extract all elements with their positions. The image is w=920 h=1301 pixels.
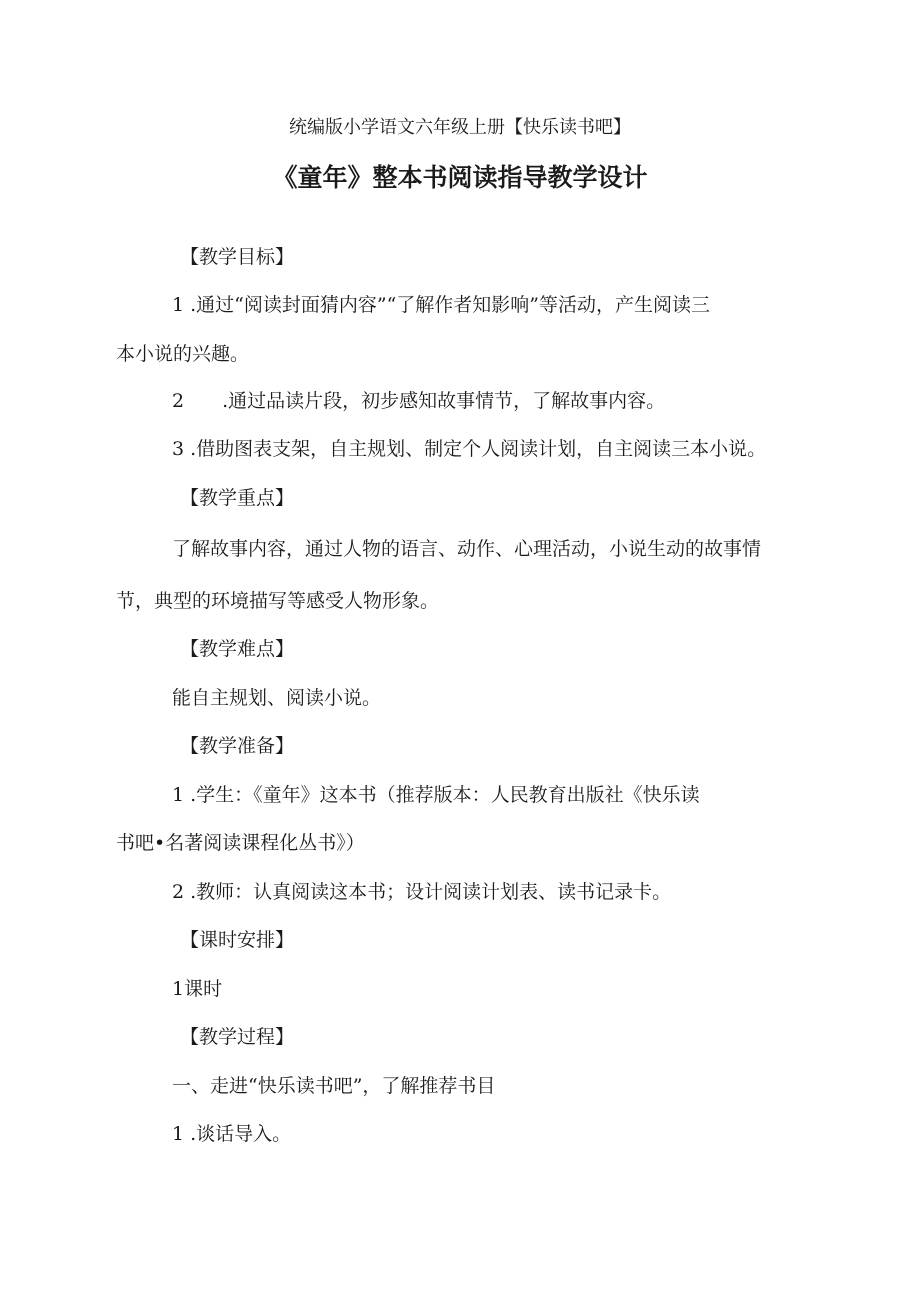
- objective-3: 3 .借助图表支架，自主规划、制定个人阅读计划，自主阅读三本小说。: [172, 438, 767, 460]
- process-heading: 【教学过程】: [180, 1026, 295, 1048]
- preparation-2: 2 .教师：认真阅读这本书；设计阅读计划表、读书记录卡。: [172, 881, 672, 903]
- objectives-heading: 【教学目标】: [180, 246, 295, 268]
- difficulties-heading: 【教学难点】: [180, 638, 295, 660]
- process-step-1: 一、走进“快乐读书吧”，了解推荐书目: [172, 1075, 496, 1097]
- key-points-line-1: 了解故事内容，通过人物的语言、动作、心理活动，小说生动的故事情: [172, 538, 762, 560]
- difficulties-line-1: 能自主规划、阅读小说。: [172, 687, 382, 709]
- preparation-1-line-1: 1 .学生：《童年》这本书（推荐版本：人民教育出版社《快乐读: [172, 784, 700, 806]
- document-title: 《童年》整本书阅读指导教学设计: [272, 163, 648, 192]
- key-points-heading: 【教学重点】: [180, 487, 295, 509]
- document-subtitle: 统编版小学语文六年级上册【快乐读书吧】: [289, 117, 631, 138]
- objective-2: 2 .通过品读片段，初步感知故事情节，了解故事内容。: [172, 390, 666, 412]
- schedule-heading: 【课时安排】: [180, 929, 295, 951]
- objective-1-line-1: 1 .通过“阅读封面猜内容”“了解作者知影响”等活动，产生阅读三: [172, 294, 711, 316]
- schedule-line-1: 1课时: [172, 978, 223, 1000]
- objective-1-line-2: 本小说的兴趣。: [116, 343, 250, 365]
- process-step-1-item-1: 1 .谈话导入。: [172, 1123, 292, 1145]
- preparation-heading: 【教学准备】: [180, 735, 295, 757]
- key-points-line-2: 节，典型的环境描写等感受人物形象。: [116, 590, 440, 612]
- preparation-1-line-2: 书吧•名著阅读课程化丛书》）: [116, 832, 365, 854]
